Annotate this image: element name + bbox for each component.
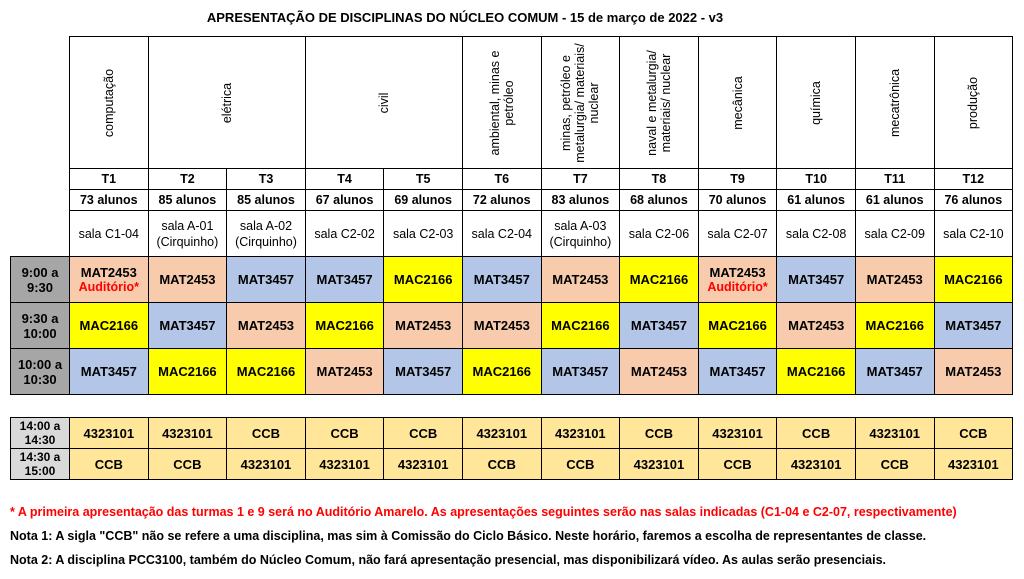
course-code-cell <box>305 349 384 395</box>
activity-cell: 4323101 <box>777 449 856 480</box>
course-name: civil <box>376 92 391 113</box>
course-header-row <box>11 37 1013 169</box>
sala-line: (Cirquinho) <box>235 234 297 249</box>
course-code: MAT3457 <box>395 364 452 379</box>
turma-row <box>11 169 1013 190</box>
activity-cell: CCB <box>70 449 149 480</box>
auditorio-footnote: * A primeira apresentação das turmas 1 e 9 será no Auditório Amarelo. As apresentações seguintes serão nas salas indicadas (C1-04 e C2-07, respectivamente) <box>10 505 957 519</box>
alunos-row <box>11 190 1013 211</box>
course-code-cell <box>855 257 934 303</box>
sala-cell <box>462 211 541 257</box>
corner-blank <box>11 37 70 169</box>
course-code: MAT3457 <box>866 364 923 379</box>
course-header-cell <box>934 37 1013 169</box>
course-code: MAC2166 <box>551 318 610 333</box>
auditorio-note: Auditório* <box>707 280 768 294</box>
afternoon-schedule-table <box>10 417 1013 480</box>
turma-cell: T2 <box>148 169 227 190</box>
turma-cell: T12 <box>934 169 1013 190</box>
course-code-cell <box>148 349 227 395</box>
course-name: química <box>809 80 824 125</box>
course-code-cell <box>934 349 1013 395</box>
sala-cell <box>777 211 856 257</box>
course-code: MAC2166 <box>79 318 139 333</box>
alunos-cell: 73 alunos <box>70 190 149 211</box>
sala-cell <box>384 211 463 257</box>
course-code-cell <box>305 257 384 303</box>
time-line: 14:30 <box>24 433 56 447</box>
course-code: MAT2453 <box>945 364 1002 379</box>
turma-cell: T9 <box>698 169 777 190</box>
course-code: MAC2166 <box>944 272 1003 287</box>
course-code-cell <box>541 257 620 303</box>
sala-line: sala C2-02 <box>314 226 375 241</box>
activity-cell: 4323101 <box>620 449 699 480</box>
alunos-cell: 76 alunos <box>934 190 1013 211</box>
afternoon-slot-row <box>11 449 1013 480</box>
course-code: MAC2166 <box>393 272 453 287</box>
morning-schedule-table <box>10 36 1013 395</box>
alunos-cell: 67 alunos <box>305 190 384 211</box>
course-code-cell <box>541 303 620 349</box>
blank-cell <box>11 169 70 190</box>
course-code-cell <box>855 349 934 395</box>
sala-line: sala C1-04 <box>78 226 140 241</box>
activity-cell: CCB <box>541 449 620 480</box>
course-header-cell <box>70 37 149 169</box>
sala-line: sala C2-06 <box>628 226 690 241</box>
alunos-cell: 61 alunos <box>855 190 934 211</box>
sala-line: sala C2-09 <box>864 226 925 241</box>
activity-cell: 4323101 <box>227 449 306 480</box>
course-code: MAT2453 <box>473 318 530 333</box>
course-header-cell <box>305 37 462 169</box>
course-code-cell <box>148 257 227 303</box>
time-line: 10:30 <box>23 371 57 387</box>
course-code-cell <box>698 349 777 395</box>
turma-cell: T7 <box>541 169 620 190</box>
blank-cell <box>11 211 70 257</box>
morning-slot-row <box>11 349 1013 395</box>
alunos-cell: 83 alunos <box>541 190 620 211</box>
time-line: 10:00 a <box>17 356 63 372</box>
course-code: MAC2166 <box>786 364 846 379</box>
course-name: naval e metalurgia/ materiais/ nuclear <box>644 49 673 156</box>
sala-cell <box>70 211 149 257</box>
time-line: 9:30 a <box>21 310 59 326</box>
note-2: Nota 2: A disciplina PCC3100, também do Núcleo Comum, não fará apresentação presencial, mas disponibilizará vídeo. As aulas serão presenciais. <box>10 553 886 567</box>
alunos-cell: 61 alunos <box>777 190 856 211</box>
course-code-cell <box>70 257 149 303</box>
sala-cell <box>541 211 620 257</box>
sala-cell <box>305 211 384 257</box>
course-name: ambiental, minas e petróleo <box>487 50 516 155</box>
sala-cell <box>855 211 934 257</box>
course-code-cell <box>384 257 463 303</box>
time-cell <box>11 303 70 349</box>
activity-cell: 4323101 <box>855 418 934 449</box>
activity-cell: 4323101 <box>462 418 541 449</box>
course-name: computação <box>101 68 116 137</box>
course-code-cell <box>462 257 541 303</box>
sala-line: sala C2-10 <box>943 226 1004 241</box>
activity-cell: CCB <box>855 449 934 480</box>
course-code: MAC2166 <box>472 364 532 379</box>
sala-line: sala C2-04 <box>471 226 532 241</box>
sala-cell <box>698 211 777 257</box>
turma-cell: T6 <box>462 169 541 190</box>
activity-cell: CCB <box>777 418 856 449</box>
activity-cell: 4323101 <box>541 418 620 449</box>
course-code-cell <box>384 303 463 349</box>
course-code: MAT2453 <box>316 364 373 379</box>
sala-line: sala C2-03 <box>392 226 454 241</box>
course-code: MAT2453 <box>159 272 216 287</box>
course-code: MAC2166 <box>236 364 296 379</box>
time-cell <box>11 449 70 480</box>
course-code-cell <box>620 303 699 349</box>
course-code: MAT3457 <box>473 272 530 287</box>
course-code: MAT3457 <box>788 272 845 287</box>
course-code: MAC2166 <box>865 318 924 333</box>
course-code-cell <box>227 303 306 349</box>
sala-line: sala A-03 <box>554 218 607 233</box>
course-code-cell <box>70 303 149 349</box>
turma-cell: T8 <box>620 169 699 190</box>
sala-line: (Cirquinho) <box>156 234 219 249</box>
sala-line: sala A-02 <box>239 218 293 233</box>
course-code-cell <box>620 349 699 395</box>
course-code: MAT3457 <box>80 364 137 379</box>
course-name: elétrica <box>219 82 234 123</box>
course-code-cell <box>384 349 463 395</box>
course-code: MAT3457 <box>945 318 1002 333</box>
turma-cell: T10 <box>777 169 856 190</box>
activity-cell: 4323101 <box>305 449 384 480</box>
course-code: MAT3457 <box>237 272 295 287</box>
morning-slot-row <box>11 303 1013 349</box>
alunos-cell: 85 alunos <box>227 190 306 211</box>
activity-cell: CCB <box>934 418 1013 449</box>
course-code: MAT3457 <box>630 318 688 333</box>
alunos-cell: 70 alunos <box>698 190 777 211</box>
course-code: MAT2453 <box>237 318 295 333</box>
course-code-cell <box>462 349 541 395</box>
activity-cell: CCB <box>148 449 227 480</box>
activity-cell: CCB <box>462 449 541 480</box>
course-code: MAT3457 <box>316 272 373 287</box>
activity-cell: 4323101 <box>148 418 227 449</box>
time-cell <box>11 418 70 449</box>
auditorio-note: Auditório* <box>78 280 139 294</box>
course-code: MAT3457 <box>709 364 766 379</box>
course-code-cell <box>227 257 306 303</box>
time-line: 9:30 <box>26 279 54 295</box>
turma-cell: T11 <box>855 169 934 190</box>
course-code: MAT2453 <box>395 318 452 333</box>
activity-cell: 4323101 <box>698 418 777 449</box>
time-line: 14:30 a <box>19 450 61 464</box>
course-code-cell <box>777 349 856 395</box>
activity-cell: CCB <box>384 418 463 449</box>
alunos-cell: 72 alunos <box>462 190 541 211</box>
sala-line: (Cirquinho) <box>549 234 612 249</box>
course-code-cell <box>305 303 384 349</box>
activity-cell: CCB <box>227 418 306 449</box>
course-header-cell <box>620 37 699 169</box>
activity-cell: CCB <box>620 418 699 449</box>
note-1: Nota 1: A sigla "CCB" não se refere a uma disciplina, mas sim à Comissão do Ciclo Básico. Neste horário, faremos a escolha de representantes de classe. <box>10 529 927 543</box>
course-name: mecatrônica <box>887 68 902 137</box>
course-code-cell <box>698 257 777 303</box>
course-header-cell <box>855 37 934 169</box>
course-code-cell <box>934 303 1013 349</box>
time-line: 14:00 a <box>19 419 61 433</box>
course-header-cell <box>148 37 305 169</box>
sala-line: sala A-01 <box>161 218 214 233</box>
course-code-cell <box>541 349 620 395</box>
sala-cell <box>227 211 306 257</box>
course-code: MAT2453 <box>866 272 923 287</box>
course-code-cell <box>777 303 856 349</box>
course-code: MAT2453 <box>80 265 137 280</box>
course-code: MAT2453 <box>552 272 609 287</box>
sala-cell <box>148 211 227 257</box>
course-header-cell <box>462 37 541 169</box>
sala-row <box>11 211 1013 257</box>
course-header-cell <box>698 37 777 169</box>
time-cell <box>11 349 70 395</box>
alunos-cell: 69 alunos <box>384 190 463 211</box>
course-code-cell <box>777 257 856 303</box>
course-header-cell <box>541 37 620 169</box>
sala-line: sala C2-07 <box>707 226 768 241</box>
time-cell <box>11 257 70 303</box>
course-name: mecânica <box>730 75 745 130</box>
blank-cell <box>11 190 70 211</box>
course-code: MAC2166 <box>315 318 374 333</box>
time-line: 9:00 a <box>21 264 59 280</box>
course-code: MAC2166 <box>629 272 689 287</box>
course-code: MAC2166 <box>708 318 767 333</box>
course-code-cell <box>148 303 227 349</box>
morning-slot-row <box>11 257 1013 303</box>
course-code-cell <box>934 257 1013 303</box>
course-code-cell <box>698 303 777 349</box>
course-header-cell <box>777 37 856 169</box>
alunos-cell: 85 alunos <box>148 190 227 211</box>
course-code-cell <box>462 303 541 349</box>
afternoon-slot-row <box>11 418 1013 449</box>
course-code-cell <box>620 257 699 303</box>
time-line: 15:00 <box>24 464 56 478</box>
sala-cell <box>934 211 1013 257</box>
activity-cell: CCB <box>305 418 384 449</box>
course-code: MAT3457 <box>159 318 216 333</box>
alunos-cell: 68 alunos <box>620 190 699 211</box>
course-code: MAC2166 <box>158 364 217 379</box>
page-title: APRESENTAÇÃO DE DISCIPLINAS DO NÚCLEO COMUM - 15 de março de 2022 - v3 <box>206 10 724 25</box>
course-code-cell <box>70 349 149 395</box>
sala-line: sala C2-08 <box>785 226 847 241</box>
course-name: produção <box>966 76 981 129</box>
course-code: MAT2453 <box>788 318 845 333</box>
course-code: MAT2453 <box>630 364 688 379</box>
turma-cell: T3 <box>227 169 306 190</box>
course-code-cell <box>227 349 306 395</box>
turma-cell: T1 <box>70 169 149 190</box>
activity-cell: 4323101 <box>70 418 149 449</box>
notes-block <box>10 500 1020 572</box>
turma-cell: T4 <box>305 169 384 190</box>
course-name: minas, petróleo e metalurgia/ materiais/ nuclear <box>559 42 602 163</box>
course-code-cell <box>855 303 934 349</box>
course-code: MAT2453 <box>709 265 766 280</box>
course-code: MAT3457 <box>552 364 609 379</box>
activity-cell: 4323101 <box>934 449 1013 480</box>
turma-cell: T5 <box>384 169 463 190</box>
time-line: 10:00 <box>23 325 57 341</box>
sala-cell <box>620 211 699 257</box>
activity-cell: 4323101 <box>384 449 463 480</box>
activity-cell: CCB <box>698 449 777 480</box>
